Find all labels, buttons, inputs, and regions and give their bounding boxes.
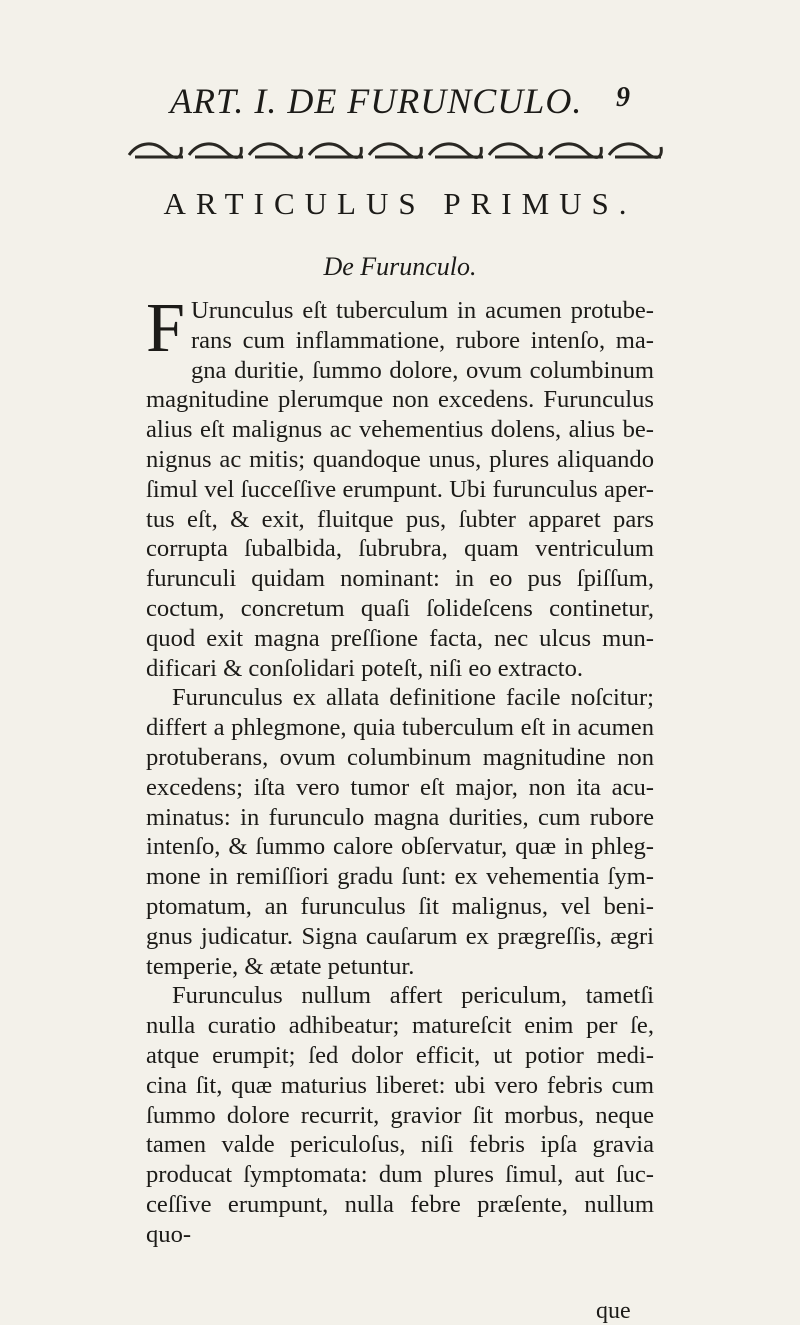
page-number: 9 — [616, 82, 630, 113]
ornamental-band — [125, 137, 665, 163]
running-head — [0, 80, 800, 120]
paragraph-1-text: Urunculus eſt tuberculum in acumen protube- rans cum inflammatione, rubore intenſo, ma- gna duritie, ſummo dolore, ovum columbinum magnitudine plerumque non excedens. Furunculus alius eſt malignus ac vehementius dolens, alius be- nignus ac mitis; quandoque unus, plures aliquando ſimul vel ſucceſſive erumpunt. Ubi furunculus aper- tus eſt, & exit, fluitque pus, ſubter apparet pars corrupta ſubalbida, ſubrubra, quam ventriculum furunculi quidam nominant: in eo pus ſpiſſum, coctum, concretum quaſi ſolideſcens continetur, quod exit magna preſſione facta, nec ulcus mun- dificari & conſolidari poteſt, niſi eo extracto. — [146, 297, 654, 682]
catchword: que — [596, 1298, 631, 1324]
drop-cap: F — [146, 290, 185, 367]
article-heading: ARTICULUS PRIMUS. — [163, 186, 637, 221]
section-title: De Furunculo. — [323, 252, 477, 281]
paragraph-3: Furunculus nullum affert periculum, tametſi nulla curatio adhibeatur; matureſcit enim per ſe, atque erumpit; ſed dolor efficit, ut potior medi- cina ſit, quæ maturius liberet: ubi vero febris cum ſummo dolore recurrit, gravior ſit morbus, neque tamen valde periculoſus, niſi febris ipſa gravia producat ſymptomata: dum plures ſimul, aut ſuc- ceſſive erumpunt, nulla febre præſente, nullum quo- — [146, 982, 654, 1248]
paragraph-1 — [146, 290, 654, 683]
running-head-title: ART. I. DE FURUNCULO. — [170, 81, 583, 121]
paragraph-2: Furunculus ex allata definitione facile noſcitur; differt a phlegmone, quia tuberculum eſt in acumen protuberans, ovum columbinum magnitudine non excedens; iſta vero tumor eſt major, non ita acu- minatus: in furunculo magna durities, cum rubore intenſo, & ſummo calore obſervatur, quæ in phleg- mone in remiſſiori gradu ſunt: ex vehementia ſym- ptomatum, an furunculus ſit malignus, vel beni- gnus judicatur. Signa cauſarum ex prægreſſis, ægri temperie, & ætate petuntur. — [146, 684, 654, 980]
body-text — [146, 290, 654, 1250]
